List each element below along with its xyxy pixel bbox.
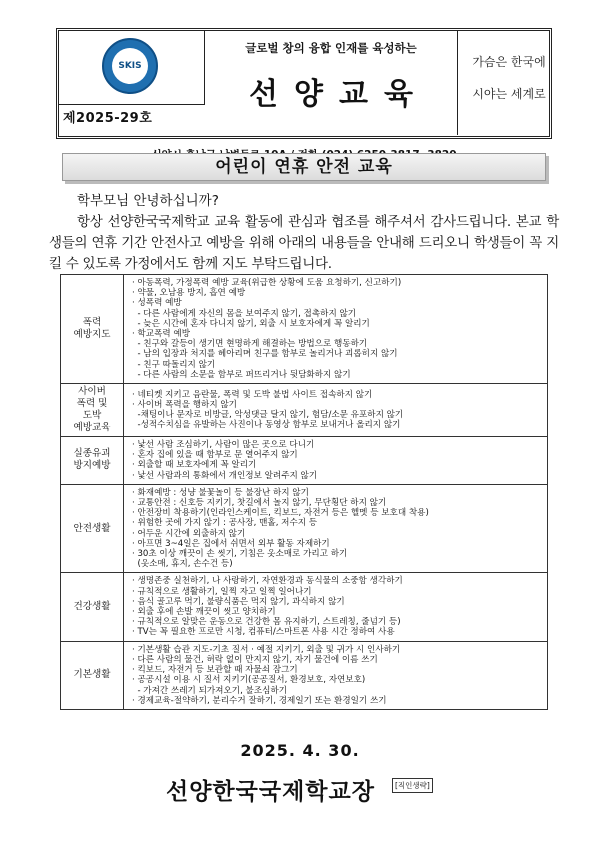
- category-cell: [61, 437, 124, 485]
- guide-item: · 어두운 시간에 외출하지 않기: [132, 528, 246, 539]
- guide-item: · 낯선 사람과의 통화에서 개인정보 알려주지 않기: [132, 470, 318, 481]
- guide-item: · 낯선 사람 조심하기, 사람이 많은 곳으로 다니기: [132, 440, 315, 451]
- motto-line-2: 시야는 세계로: [472, 87, 546, 101]
- motto-line-1: 가슴은 한국에: [472, 55, 546, 69]
- guide-item: · 네티켓 지키고 음란물, 폭력 및 도박 불법 사이트 접속하지 않기: [132, 389, 373, 400]
- category-cell: [61, 275, 124, 384]
- items-cell: [124, 573, 548, 641]
- guide-item: · 규칙적으로 생활하기, 일찍 자고 일찍 일어나기: [132, 586, 312, 597]
- category-label: 기본생활: [73, 669, 111, 681]
- guide-row: [61, 573, 548, 641]
- guide-item: · 아프면 3~4일은 집에서 쉬면서 외부 활동 자제하기: [132, 538, 330, 549]
- guide-item: - 다른 사람에게 자신의 몸을 보여주지 않기, 접촉하지 않기: [132, 308, 357, 319]
- category-label: 폭력 및: [76, 398, 108, 410]
- intro-paragraph: 항상 선양한국국제학교 교육 활동에 관심과 협조를 해주셔서 감사드립니다. 본교 학생들의 연휴 기간 안전사고 예방을 위해 아래의 내용들을 안내해 드리오니 학생들이 꼭 지킬 수 있도록 가정에서도 함께 지도 부탁드립니다.: [49, 214, 559, 272]
- guide-item: · 약물, 오남용 방지, 흡연 예방: [132, 288, 246, 299]
- guide-item: · 혼자 집에 있을 때 함부로 문 열어주지 않기: [132, 450, 298, 461]
- guide-item: · 교통안전 : 신호등 지키기, 찻길에서 놀지 않기, 무단횡단 하지 않기: [132, 498, 387, 509]
- guide-row: [61, 484, 548, 573]
- logo-text: SKIS: [118, 61, 142, 71]
- guide-item: · 위험한 곳에 가지 않기 : 공사장, 맨홀, 저수지 등: [132, 518, 318, 529]
- guide-row: [61, 275, 548, 384]
- school-logo: [102, 38, 158, 94]
- guide-row: [61, 641, 548, 709]
- guide-item: · 30초 이상 깨끗이 손 씻기, 기침은 옷소매로 가리고 하기: [132, 549, 348, 560]
- guide-item: · 외출할 때 보호자에게 꼭 알리기: [132, 460, 257, 471]
- guide-item: · 아동폭력, 가정폭력 예방 교육(위급한 상황에 도움 요청하기, 신고하기): [132, 278, 402, 288]
- masthead-center: [205, 31, 458, 135]
- guide-item: · 안전장비 착용하기(인라인스케이트, 킥보드, 자전거 등은 헬멧 등 보호대 착용): [132, 508, 429, 519]
- category-label: 실종유괴: [73, 448, 111, 460]
- category-label: 사이버: [78, 386, 106, 398]
- issue-number: 제2025-29호: [63, 111, 153, 126]
- guide-item: · 화재예방 : 성냥 불꽃놀이 등 불장난 하지 않기: [132, 487, 309, 498]
- guide-item: (옷소매, 휴지, 손수건 등): [132, 559, 233, 570]
- logo-cell: [59, 31, 205, 105]
- category-cell: [61, 484, 124, 573]
- guide-item: · 생명존중 실천하기, 나 사랑하기, 자연환경과 동식물의 소중함 생각하기: [132, 576, 403, 587]
- logo-emblem: [112, 48, 148, 84]
- items-cell: [124, 275, 548, 384]
- document-title: 어린이 연휴 안전 교육: [62, 153, 546, 181]
- guide-item: -성적수치심을 유발하는 사진이나 동영상 함부로 보내거나 올리지 않기: [132, 420, 401, 431]
- masthead: [56, 28, 552, 139]
- guide-item: · 경제교육-절약하기, 분리수거 잘하기, 경제일기 또는 환경일기 쓰기: [132, 695, 387, 706]
- guide-item: -채팅이나 문자로 비방글, 악성댓글 달지 않기, 험담/소문 유포하지 않기: [132, 410, 404, 421]
- category-label: 폭력: [82, 317, 102, 329]
- guide-item: - 다른 사람의 소문을 함부로 퍼뜨리거나 뒷담화하지 않기: [132, 369, 351, 380]
- guide-item: - 남의 입장과 처지를 헤아리며 친구를 함부로 놀리거나 괴롭히지 않기: [132, 349, 398, 360]
- newsletter-title: 선양교육: [249, 77, 429, 112]
- category-cell: [61, 641, 124, 709]
- guide-item: · 사이버 폭력을 행하지 않기: [132, 399, 237, 410]
- document-date: 2025. 4. 30.: [240, 741, 360, 760]
- greeting: 학부모님 안녕하십니까?: [77, 193, 219, 209]
- category-label: 예방교육: [73, 422, 111, 434]
- items-cell: [124, 437, 548, 485]
- guide-item: · 학교폭력 예방: [132, 329, 191, 340]
- guide-item: · 음식 골고루 먹기, 불량식품은 먹지 않기, 과식하지 않기: [132, 596, 345, 607]
- category-label: 건강생활: [73, 601, 111, 613]
- guide-row: [61, 384, 548, 437]
- category-label: 안전생활: [73, 522, 111, 534]
- guide-item: - 친구와 갈등이 생기면 현명하게 해결하는 방법으로 행동하기: [132, 339, 368, 350]
- slogan: 글로벌 창의 융합 인재를 육성하는: [245, 41, 417, 55]
- principal-signature: 선양한국국제학교장: [166, 778, 375, 805]
- guide-item: - 늦은 시간에 혼자 다니지 않기, 외출 시 보호자에게 꼭 알리기: [132, 318, 370, 329]
- category-label: 예방지도: [73, 329, 111, 341]
- guide-item: · 킥보드, 자전거 등 보관할 때 자물쇠 잠그기: [132, 665, 298, 676]
- category-cell: [61, 573, 124, 641]
- items-cell: [124, 641, 548, 709]
- guide-item: · 다른 사람의 물건, 허락 없이 만지지 않기, 자기 물건에 이름 쓰기: [132, 654, 378, 665]
- guide-item: - 친구 따돌리지 않기: [132, 359, 216, 370]
- guide-item: · 기본생활 습관 지도-기초 질서 · 예절 지키기, 외출 및 귀가 시 인사하기: [132, 644, 401, 655]
- safety-guide-table: [60, 274, 548, 710]
- guide-item: · 규칙적으로 알맞은 운동으로 건강한 몸 유지하기, 스트레칭, 줄넘기 등): [132, 617, 401, 628]
- category-label: 도박: [82, 410, 102, 422]
- items-cell: [124, 384, 548, 437]
- guide-item: · 성폭력 예방: [132, 298, 182, 309]
- guide-item: - 가져간 쓰레기 되가져오기, 불조심하기: [132, 685, 288, 696]
- guide-item: · 외출 후에 손발 깨끗이 씻고 양치하기: [132, 607, 276, 618]
- category-cell: [61, 384, 124, 437]
- items-cell: [124, 484, 548, 573]
- guide-item: · 공공시설 이용 시 질서 지키기(공공질서, 환경보호, 자연보호): [132, 675, 366, 686]
- seal-omitted-note: [직인생략]: [392, 778, 433, 793]
- guide-row: [61, 437, 548, 485]
- category-label: 방지예방: [73, 460, 111, 472]
- guide-item: · TV는 꼭 필요한 프로만 시청, 컴퓨터/스마트폰 사용 시간 정하여 사용: [132, 627, 395, 638]
